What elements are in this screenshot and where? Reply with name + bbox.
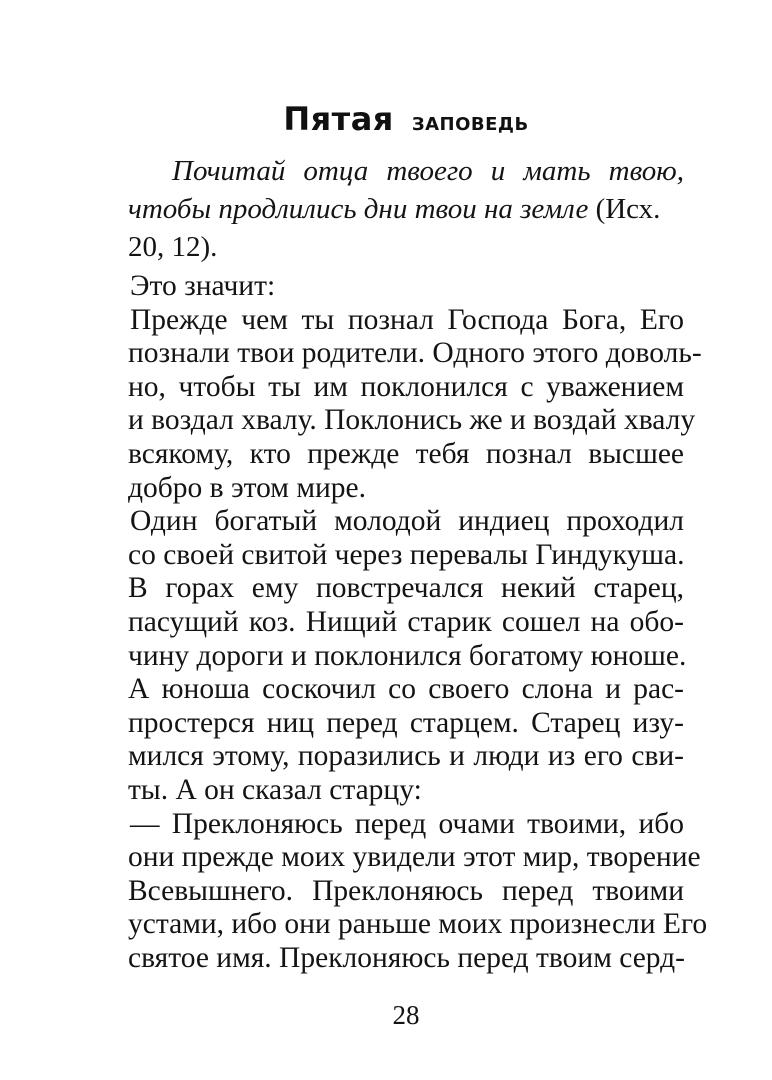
- paragraph-line: они прежде моих увидели этот мир, творение: [128, 841, 701, 874]
- paragraph-line: чину дороги и поклонился богатому юноше.: [128, 639, 687, 672]
- body-text: [128, 270, 708, 975]
- chapter-title: [128, 100, 684, 138]
- epigraph-line-2: [128, 190, 684, 228]
- epigraph: [128, 152, 684, 266]
- title-word-2: заповедь: [411, 107, 529, 136]
- page-number: 28: [392, 1000, 420, 1030]
- paragraph-line: пасущий коз. Нищий старик сошел на обо-: [128, 605, 684, 638]
- paragraph-line: В горах ему повстречался некий старец,: [128, 572, 684, 605]
- epigraph-reference: (Исх.: [588, 193, 661, 225]
- epigraph-quote-line-1: Почитай отца твоего и мать твою,: [172, 155, 684, 187]
- paragraph-line: мился этому, поразились и люди из его сви-: [128, 740, 684, 773]
- paragraph-line: но, чтобы ты им поклонился с уважением: [128, 370, 684, 403]
- epigraph-line-1: [128, 152, 684, 190]
- paragraph-line: — Преклоняюсь перед очами твоими, ибо: [130, 807, 684, 840]
- paragraph-line: всякому, кто прежде тебя познал высшее: [128, 437, 684, 470]
- paragraph-line: Это значит:: [130, 270, 276, 302]
- epigraph-reference-cont: 20, 12).: [128, 231, 218, 263]
- paragraph-line: святое имя. Преклоняюсь перед твоим серд-: [128, 941, 685, 974]
- paragraph-line: Всевышнего. Преклоняюсь перед твоими: [128, 874, 684, 907]
- paragraph-line: и воздал хвалу. Поклонись же и воздай хвалу: [128, 404, 696, 437]
- epigraph-line-3: [128, 228, 684, 266]
- paragraph-line: ты. А он сказал старцу:: [128, 773, 422, 806]
- paragraph-line: устами, ибо они раньше моих произнесли Его: [128, 908, 708, 941]
- paragraph-line: простерся ниц перед старцем. Старец изу-: [128, 706, 684, 739]
- paragraph-line: А юноша соскочил со своего слона и рас-: [128, 673, 684, 706]
- paragraph-line: добро в этом мире.: [128, 471, 367, 504]
- paragraph-line: Один богатый молодой индиец проходил: [130, 505, 684, 538]
- paragraph-line: Прежде чем ты познал Господа Бога, Его: [130, 303, 684, 336]
- paragraph-line: познали твои родители. Одного этого доволь-: [128, 337, 702, 370]
- epigraph-quote-line-2: чтобы продлились дни твои на земле: [128, 193, 589, 225]
- title-word-1: Пятая: [283, 100, 394, 138]
- paragraph-line: со своей свитой через перевалы Гиндукуша.: [128, 538, 685, 571]
